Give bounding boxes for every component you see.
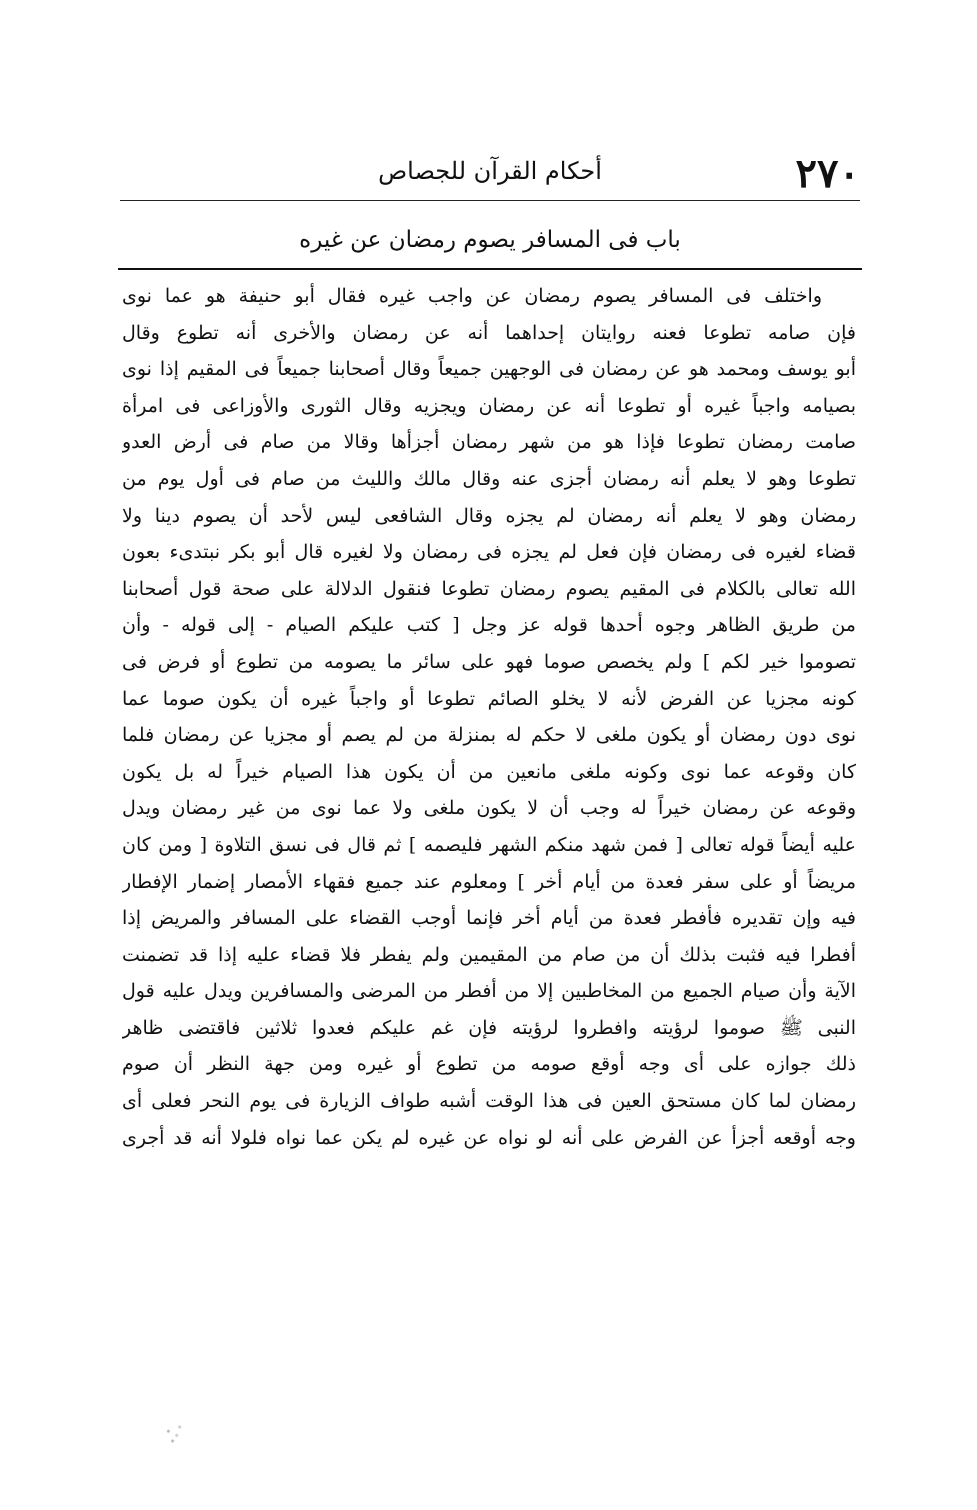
text-line: ذلك جوازه على أى وجه أوقع صومه من تطوع أو غيره ومن جهة النظر أن صوم [122,1053,856,1076]
scan-artifact [160,1420,188,1448]
text-line: عليه أيضاً قوله تعالى [ فمن شهد منكم الشهر فليصمه ] ثم قال فى نسق التلاوة [ ومن كان [122,833,856,856]
text-line: أبو يوسف ومحمد هو عن رمضان فى الوجهين جميعاً وقال أصحابنا جميعاً فى المقيم إذا نوى [122,358,856,381]
text-line: فإن صامه تطوعا فعنه روايتان إحداهما أنه عن رمضان والأخرى أنه تطوع وقال [122,321,856,344]
chapter-title: باب فى المسافر يصوم رمضان عن غيره [299,227,681,253]
text-line: قضاء لغيره فى رمضان فإن فعل لم يجزه فى رمضان ولا لغيره قال أبو بكر نبتدىء بعون [122,541,856,564]
text-line: تصوموا خير لكم ] ولم يخصص صوما فهو على سائر ما يصومه من تطوع أو فرض فى [122,650,856,673]
text-line: واختلف فى المسافر يصوم رمضان عن واجب غيره فقال أبو حنيفة هو عما نوى [122,285,822,307]
body-text [122,278,856,1156]
text-line: مريضاً أو على سفر فعدة من أيام أخر ] ومعلوم عند جميع فقهاء الأمصار إضمار الإفطار [122,870,856,893]
text-line: كونه مجزيا عن الفرض لأنه لا يخلو الصائم تطوعا أو واجباً غيره أن يكون صوما عما [122,687,856,710]
running-header [120,150,860,201]
chapter-divider [118,268,862,270]
text-line: بصيامه واجباً غيره أو تطوعا أنه عن رمضان ويجزيه وقال الثورى والأوزاعى فى امرأة [122,394,856,417]
text-line: الله تعالى بالكلام فى المقيم يصوم رمضان تطوعا فنقول الدلالة على صحة قول أصحابنا [122,577,856,600]
text-line: صامت رمضان تطوعا فإذا هو من شهر رمضان أجزأها وقالا من صام فى أرض العدو [122,431,856,454]
text-line: وقوعه عن رمضان خيراً له وجب أن لا يكون ملغى ولا عما نوى من غير رمضان ويدل [122,797,856,820]
text-line: نوى دون رمضان أو يكون ملغى لا حكم له بمنزلة من لم يصم أو مجزيا عن رمضان فلما [122,724,856,747]
text-line: الآية وأن صيام الجميع من المخاطبين إلا من أفطر من المرضى والمسافرين ويدل عليه قول [122,980,856,1003]
text-line: من طريق الظاهر وجوه أحدها قوله عز وجل [ كتب عليكم الصيام - إلى قوله - وأن [122,614,856,637]
text-line: وجه أوقعه أجزأ عن الفرض على أنه لو نواه عن غيره لم يكن عما نواه فلولا أنه قد أجرى [122,1126,856,1149]
text-line: النبى ﷺ صوموا لرؤيته وافطروا لرؤيته فإن غم عليكم فعدوا ثلاثين فاقتضى ظاهر [122,1016,856,1039]
text-line: رمضان وهو لا يعلم أنه رمضان لم يجزه وقال الشافعى ليس لأحد أن يصوم دينا ولا [122,504,856,527]
page-number: ٢٧٠ [795,150,860,197]
text-line: رمضان لما كان مستحق العين فى هذا الوقت أشبه طواف الزيارة فى يوم النحر فعلى أى [122,1090,856,1113]
text-line: كان وقوعه عما نوى وكونه ملغى مانعين من أن يكون هذا الصيام خيراً له بل يكون [122,760,856,783]
text-line: أفطرا فيه فثبت بذلك أن من صام من المقيمين ولم يفطر فلا قضاء عليه إذا قد تضمنت [122,943,856,966]
text-line: فيه وإن تقديره فأفطر فعدة من أيام أخر فإنما أوجب القضاء على المسافر والمريض إذا [122,907,856,930]
book-title: أحكام القرآن للجصاص [378,157,602,185]
text-line: تطوعا وهو لا يعلم أنه رمضان أجزى عنه وقال مالك والليث من صام فى أول يوم من [122,467,856,490]
